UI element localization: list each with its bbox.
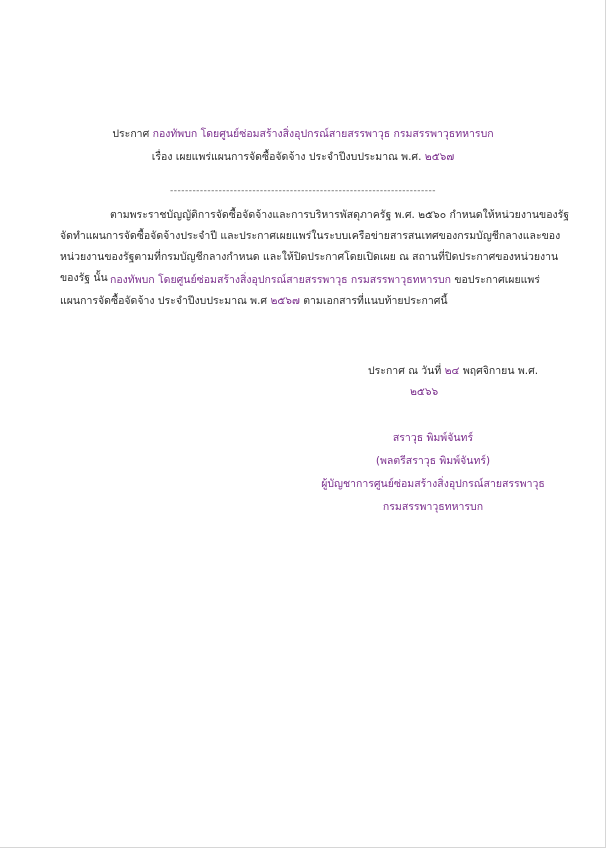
announcement-title [0, 124, 606, 145]
paragraph-2-line-1-rest: ขอประกาศเผยแพร่ [451, 274, 540, 286]
paragraph-2 [60, 270, 560, 312]
subject-year: ๒๕๖๗ [424, 151, 455, 163]
paragraph-1-line-2: จัดทำแผนการจัดซื้อจัดจ้างประจำปี และประกาศเผยแพร่ในระบบเครือข่ายสารสนเทศของกรมบัญชีกลางและของ [60, 230, 561, 242]
paragraph-2-line-1 [60, 270, 560, 291]
paragraph-1-line-4: ของรัฐ นั้น [60, 272, 108, 284]
paragraph-1-line-3: หน่วยงานของรัฐตามที่กรมบัญชีกลางกำหนด และให้ปิดประกาศโดยเปิดเผย ณ สถานที่ปิดประกาศของหน่วยงาน [60, 251, 559, 263]
signature-position: ผู้บัญชาการศูนย์ซ่อมสร้างสิ่งอุปกรณ์สายสรรพาวุธ [321, 478, 545, 490]
subject-text: เรื่อง เผยแพร่แผนการจัดซื้อจัดจ้าง ประจำปีงบประมาณ พ.ศ. [151, 151, 422, 163]
separator-line: ----------------------------------------------------------------------- [169, 186, 437, 196]
signature-department: กรมสรรพาวุธทหารบก [382, 501, 484, 513]
paragraph-1-line-1: ตามพระราชบัญญัติการจัดซื้อจัดจ้างและการบริหารพัสดุภาครัฐ พ.ศ. ๒๕๖๐ กำหนดให้หน่วยงานของรัฐ [110, 209, 570, 221]
paragraph-2-line-2-a: แผนการจัดซื้อจัดจ้าง ประจำปีงบประมาณ พ.ศ [60, 295, 271, 307]
title-prefix: ประกาศ [112, 128, 150, 140]
title-organization: กองทัพบก โดยศูนย์ซ่อมสร้างสิ่งอุปกรณ์สายสรรพาวุธ กรมสรรพาวุธทหารบก [152, 128, 494, 140]
date-prefix: ประกาศ ณ วันที่ [368, 365, 442, 377]
signature-name: สราวุธ พิมพ์จันทร์ [392, 432, 474, 444]
date-day: ๒๔ [444, 365, 460, 377]
paragraph-2-organization: กองทัพบก โดยศูนย์ซ่อมสร้างสิ่งอุปกรณ์สายสรรพาวุธ กรมสรรพาวุธทหารบก [110, 274, 452, 286]
date-month: พฤศจิกายน พ.ศ. [459, 365, 539, 377]
paragraph-2-year: ๒๕๖๗ [270, 295, 300, 307]
announcement-subject [0, 147, 606, 168]
paragraph-2-line-2-b: ตามเอกสารที่แนบท้ายประกาศนี้ [299, 295, 448, 307]
paragraph-2-line-2 [60, 291, 560, 312]
announcement-date [368, 361, 538, 382]
signature-rank-name: (พลตรีสราวุธ พิมพ์จันทร์) [375, 455, 491, 467]
date-year: ๒๕๖๖ [410, 386, 439, 398]
